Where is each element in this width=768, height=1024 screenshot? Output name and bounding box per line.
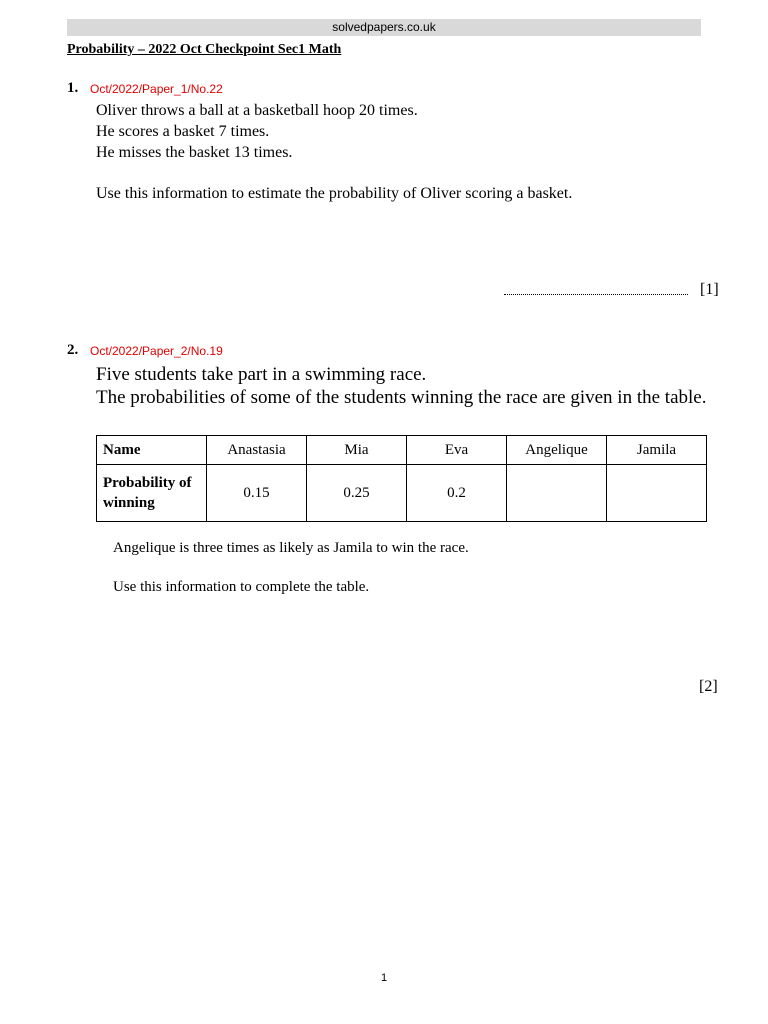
site-header-bar <box>67 19 701 36</box>
table-name-cell: Mia <box>307 436 407 465</box>
table-value-cell: 0.15 <box>207 465 307 522</box>
question-1-reference: Oct/2022/Paper_1/No.22 <box>90 82 223 96</box>
table-name-cell: Anastasia <box>207 436 307 465</box>
table-row-label: Probability of winning <box>97 465 207 522</box>
question-2-after-line-1: Angelique is three times as likely as Jamila to win the race. <box>113 540 469 556</box>
question-2-line-2: The probabilities of some of the students winning the race are given in the table. <box>96 387 707 408</box>
question-1-answer-line[interactable] <box>504 294 688 295</box>
table-answer-cell-jamila[interactable] <box>607 465 707 522</box>
page-number: 1 <box>380 972 388 984</box>
question-2-reference: Oct/2022/Paper_2/No.19 <box>90 344 223 358</box>
question-1-line-3: He misses the basket 13 times. <box>96 144 293 161</box>
table-value-cell: 0.2 <box>407 465 507 522</box>
table-name-cell: Eva <box>407 436 507 465</box>
question-1-marks: [1] <box>700 281 719 298</box>
site-name: solvedpapers.co.uk <box>332 20 436 34</box>
question-2-marks: [2] <box>699 678 718 695</box>
question-1-line-4: Use this information to estimate the probability of Oliver scoring a basket. <box>96 185 573 202</box>
question-1-line-1: Oliver throws a ball at a basketball hoop 20 times. <box>96 102 418 119</box>
question-2-line-1: Five students take part in a swimming race. <box>96 364 427 385</box>
question-2-number: 2. <box>67 342 79 358</box>
table-header-row <box>97 436 707 465</box>
table-name-cell: Jamila <box>607 436 707 465</box>
question-1-line-2: He scores a basket 7 times. <box>96 123 270 140</box>
table-answer-cell-angelique[interactable] <box>507 465 607 522</box>
table-probability-row <box>97 465 707 522</box>
probability-table <box>96 435 707 522</box>
document-title: Probability – 2022 Oct Checkpoint Sec1 Math <box>67 42 342 57</box>
question-2-after-line-2: Use this information to complete the table. <box>113 579 370 595</box>
table-header-label: Name <box>97 436 207 465</box>
table-value-cell: 0.25 <box>307 465 407 522</box>
table-name-cell: Angelique <box>507 436 607 465</box>
question-1-number: 1. <box>67 80 79 96</box>
